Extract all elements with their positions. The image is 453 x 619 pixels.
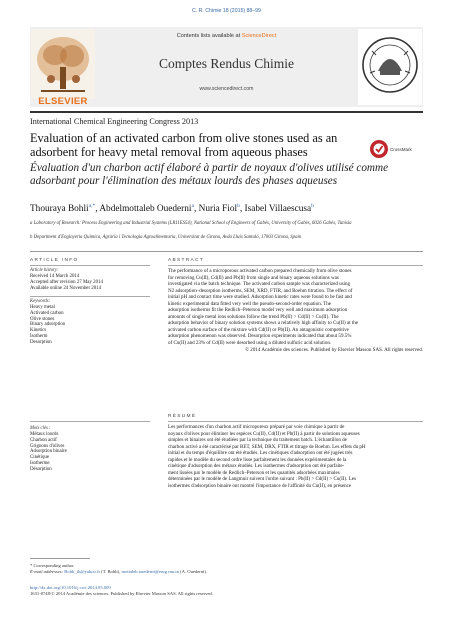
abstract-heading: ABSTRACT — [168, 258, 204, 263]
doi-link[interactable]: http://dx.doi.org/10.1016/j.crci.2014.05.009 — [30, 585, 111, 590]
resume-line: isothermes d'adsorption binaire ont montré l'importance de l'affinité du Cu(II), en présence — [168, 482, 352, 489]
keyword-fr: Adsorption binaire — [30, 449, 67, 455]
author-separator: , — [193, 204, 199, 215]
resume-line: charbon activé a été caractérisé par BET, SEM, DRX, FTIR et titrage de Boehm. Les effets du pH — [168, 443, 366, 450]
abstract-line: investigated via the batch technique. The activated carbon sample was characterized using — [168, 281, 351, 288]
author-name[interactable]: Abdelmottaleb Ouederni — [99, 204, 192, 215]
resume-line: cinétique d'adsorption des métaux étudiés. Les isothermes d'adsorption ont été parfaite- — [168, 463, 345, 470]
elsevier-tree-logo[interactable] — [31, 29, 95, 99]
keywords-list — [30, 305, 150, 346]
keyword: Activated carbon — [30, 310, 64, 316]
footnote-rule — [30, 558, 90, 559]
article-title-fr: Évaluation d'un charbon actif élaboré à partir de noyaux d'olives utilisé comme adsorbant pour l'élimination des métaux lourds des phases aqueuses — [30, 162, 389, 188]
contents-line — [100, 33, 353, 39]
header-rule — [30, 111, 423, 113]
article-info-heading: ARTICLE INFO — [30, 258, 79, 263]
abstract-line: adsorption behavior of binary solution systems shows a relatively high affinity to Cu(II) at the — [168, 320, 358, 327]
affiliation-b: b Department d'Enginyeria Química, Agrària i Tecnologia Agroalimentaria, Universitat de Girona, Avda Lluís Santaló, 17003 Girona, Spain — [30, 235, 302, 240]
keyword: Heavy metal — [30, 305, 55, 310]
author-name[interactable]: Isabel Villaescusa — [244, 204, 312, 215]
abstract-line: The performance of a microporous activated carbon prepared chemically from olive stones — [168, 268, 352, 274]
resume-body — [168, 424, 423, 489]
abstract-line: of Cu(II) and 23% of Cd(II) were desorbed using a diluted sulfuric acid solution. — [168, 340, 332, 347]
corresponding-author-note: * Corresponding author. — [30, 563, 75, 568]
author-separator: , — [239, 204, 245, 215]
affiliation-rule — [30, 251, 423, 252]
email-prefix: E-mail addresses: — [30, 569, 65, 574]
keyword: Isotherm — [30, 333, 48, 339]
author-affil-mark[interactable]: b — [237, 203, 240, 209]
crossmark-label: CrossMark — [390, 147, 412, 152]
resume-rule — [168, 421, 423, 422]
motscles-label: Mots clés : — [30, 426, 51, 431]
abstract-line: adsorption phenomenon was observed. Desorption experiments indicated that about 59.5% — [168, 333, 352, 340]
journal-title: Comptes Rendus Chimie — [159, 56, 294, 71]
keyword: Binary adsorption — [30, 322, 66, 328]
keyword-fr: Charbon actif — [30, 437, 57, 443]
keywords-label: Keywords: — [30, 299, 51, 304]
history-label: Article history: — [30, 268, 59, 273]
abstract-rule — [168, 265, 423, 266]
keyword-fr: Grignons d'olives — [30, 443, 65, 449]
keyword-fr: Cinétique — [30, 455, 50, 461]
abstract-line: N2 adsorption–desorption isotherms, SEM, XRD, FTIR, and Boehm titration. The effect of — [168, 287, 353, 294]
article-title: Evaluation of an activated carbon from olive stones used as an adsorbent for heavy metal removal from aqueous phases — [30, 131, 338, 160]
author-affil-mark[interactable]: a,* — [88, 203, 96, 209]
keyword: Desorption — [30, 339, 52, 345]
author-affil-mark[interactable]: b — [311, 203, 314, 209]
affiliation-a: a Laboratory of Research: Process Engineering and Industrial Systems (LR11ES54), National School of Engineers of Gabès, University of Gabès, 6026 Gabès, Tunisia — [30, 221, 352, 226]
keyword: Olive stones — [30, 316, 55, 322]
article-info-rule — [30, 265, 150, 266]
abstract-line: activated carbon surface of the mixture with Cd(II) or Pb(II). An antagonistic competitive — [168, 326, 349, 333]
journal-reference[interactable]: C. R. Chimie 18 (2015) 88–99 — [192, 8, 261, 14]
resume-line: ment lissées par le modèle de Redlich–Peterson et les quantités adsorbées maximales — [168, 469, 340, 476]
history-item: Available online 24 November 2014 — [30, 286, 102, 291]
publisher-name[interactable]: ELSEVIER — [38, 96, 88, 107]
conference-name: International Chemical Engineering Congress 2013 — [30, 117, 199, 126]
keyword: Kinetics — [30, 328, 47, 334]
resume-line: Les performances d'un charbon actif microporeux préparé par voie chimique à partir de — [168, 424, 345, 430]
resume-heading: RÉSUMÉ — [168, 414, 197, 419]
author-affil-mark[interactable]: a — [191, 203, 194, 209]
abstract-line: kinetic experimental data fitted very well the pseudo-second-order equation. The — [168, 300, 332, 307]
sciencedirect-link[interactable]: ScienceDirect — [241, 33, 277, 39]
keywords-rule — [30, 296, 150, 297]
email-link[interactable]: Bohli_th@yahoo.fr — [64, 569, 101, 574]
resume-line: rapides et le modèle du second ordre lisse parfaitement les données expérimentales de la — [168, 456, 347, 463]
author-separator: , — [95, 204, 100, 215]
abstract-line: adsorption isotherms fit the Redlich–Peterson model very well and maximum adsorption — [168, 307, 348, 314]
resume-line: déterminées par le modèle de Langmuir suivent l'ordre suivant : Pb(II) > Cd(II) > Cu(II). Les — [168, 476, 356, 483]
abstract-line: initial pH and contact time were studied. Adsorption kinetic rates were found to be fast and — [168, 294, 352, 301]
crossmark-icon[interactable] — [369, 136, 421, 162]
keyword-fr: Métaux lourds — [30, 432, 59, 437]
email-owner: (T. Bohli), — [100, 569, 122, 574]
abstract-line: for removing Cu(II), Cd(II) and Pb(II) from single and binary aqueous solutions was — [168, 274, 339, 281]
email-link[interactable]: mottaleb.ouederni@enig.rnu.tn — [121, 569, 179, 574]
abstract-line: amounts of single metal ions solutions follow the trend Pb(II) > Cd(II) > Cu(II). The — [168, 313, 339, 320]
keyword-fr: Isotherme — [30, 460, 50, 466]
author-name[interactable]: Nuria Fiol — [198, 204, 238, 215]
keyword-fr: Désorption — [30, 466, 52, 472]
abstract-copyright: © 2014 Académie des sciences. Published by Elsevier Masson SAS. All rights reserved. — [245, 346, 423, 353]
author-name[interactable]: Thouraya Bohli — [30, 204, 89, 215]
history-list — [30, 274, 155, 292]
resume-line: initial et du temps d'équilibre ont été étudiés. Les cinétiques d'adsorption ont été jugées très — [168, 450, 353, 457]
history-item: Received 14 March 2014 — [30, 274, 80, 279]
contents-prefix: Contents lists available at — [176, 33, 242, 39]
history-item: Accepted after revision 27 May 2014 — [30, 280, 103, 285]
resume-line: simples et binaires ont été étudiées par la technique du traitement batch. L'échantillon de — [168, 437, 347, 444]
motscles-rule — [30, 421, 150, 422]
abstract-body — [168, 268, 423, 353]
academie-seal-icon — [358, 29, 422, 105]
resume-line: noyaux d'olives pour éliminer les espèces Cu(II), Cd(II) et Pb(II) à partir de solutions aqueuses — [168, 430, 360, 437]
journal-url[interactable]: www.sciencedirect.com — [199, 86, 254, 92]
email-owner: (A. Ouederni). — [178, 569, 208, 574]
motscles-list — [30, 432, 150, 473]
issn-line: 1631-0748/© 2014 Académie des sciences. Published by Elsevier Masson SAS. All rights reserved. — [30, 591, 214, 596]
email-line — [30, 569, 423, 575]
author-list — [30, 203, 423, 214]
